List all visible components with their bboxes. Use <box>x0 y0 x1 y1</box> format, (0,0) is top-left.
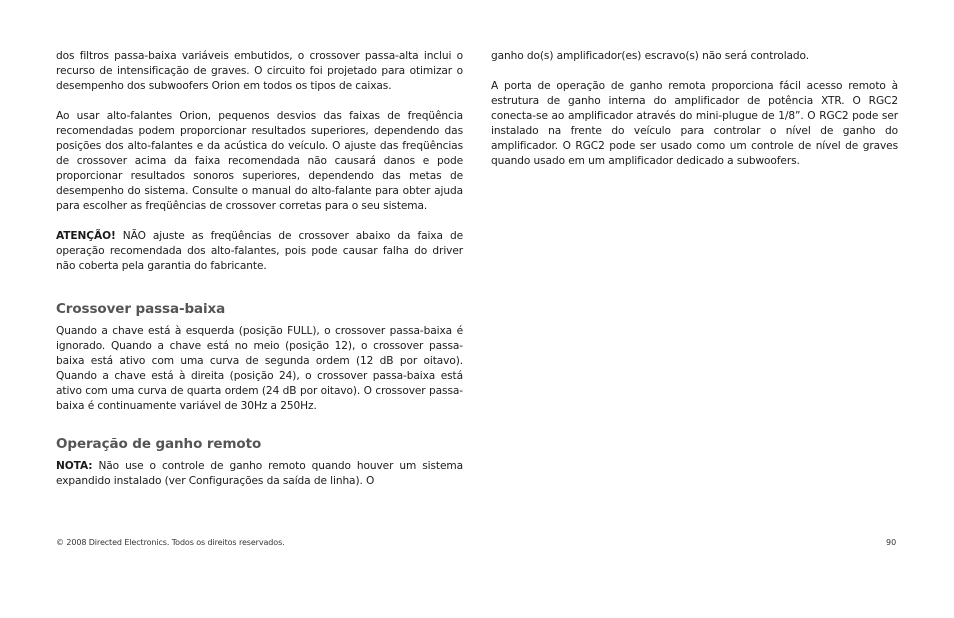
note-text: Não use o controle de ganho remoto quando houver um sistema expandido instalado (ver Configurações da saída de linha). O <box>56 460 463 487</box>
note-label: NOTA: <box>56 460 93 472</box>
heading-remote-gain: Operação de ganho remoto <box>56 436 262 452</box>
paragraph-orion-speakers: Ao usar alto-falantes Orion, pequenos desvios das faixas de freqüência recomendadas podem proporcionar resultados superiores, dependendo das posições dos alto-falantes e da acústica do veículo. O ajuste das freqüências de crossover acima da faixa recomendada não causará danos e pode proporcionar resultados sonoros superiores, dependendo das metas de desempenho do sistema. Consulte o manual do alto-falante para obter ajuda para escolher as freqüências de crossover corretas para o seu sistema. <box>56 110 463 212</box>
left-column <box>56 49 463 489</box>
paragraph-warning <box>56 229 463 274</box>
paragraph-slave-gain: ganho do(s) amplificador(es) escravo(s) não será controlado. <box>491 50 810 62</box>
paragraph-lowpass: Quando a chave está à esquerda (posição FULL), o crossover passa-baixa é ignorado. Quando a chave está no meio (posição 12), o crossover passa-baixa está ativo com uma curva de segunda ordem (12 dB por oitavo). Quando a chave está à direita (posição 24), o crossover passa-baixa está ativo com uma curva de quarta ordem (24 dB por oitavo). O crossover passa-baixa é continuamente variável de 30Hz a 250Hz. <box>56 325 463 412</box>
warning-text: NÃO ajuste as freqüências de crossover abaixo da faixa de operação recomendada dos alto-falantes, pois pode causar falha do driver não coberta pela garantia do fabricante. <box>56 230 463 272</box>
paragraph-filters: dos filtros passa-baixa variáveis embutidos, o crossover passa-alta inclui o recurso de intensificação de graves. O circuito foi projetado para otimizar o desempenho dos subwoofers Orion em todos os tipos de caixas. <box>56 50 463 92</box>
right-column <box>491 49 898 169</box>
warning-label: ATENÇÃO! <box>56 230 116 242</box>
paragraph-remote-port: A porta de operação de ganho remota proporciona fácil acesso remoto à estrutura de ganho interna do amplificador de potência XTR. O RGC2 conecta-se ao amplificador através do mini-plugue de 1/8”. O RGC2 pode ser instalado na frente do veículo para controlar o nível de ganho do amplificador. O RGC2 pode ser usado como um controle de nível de graves quando usado em um amplificador dedicado a subwoofers. <box>491 80 898 167</box>
heading-lowpass-crossover: Crossover passa-baixa <box>56 301 226 317</box>
page-number: 90 <box>886 538 897 547</box>
footer-copyright: © 2008 Directed Electronics. Todos os direitos reservados. <box>56 538 285 547</box>
paragraph-note <box>56 459 463 489</box>
